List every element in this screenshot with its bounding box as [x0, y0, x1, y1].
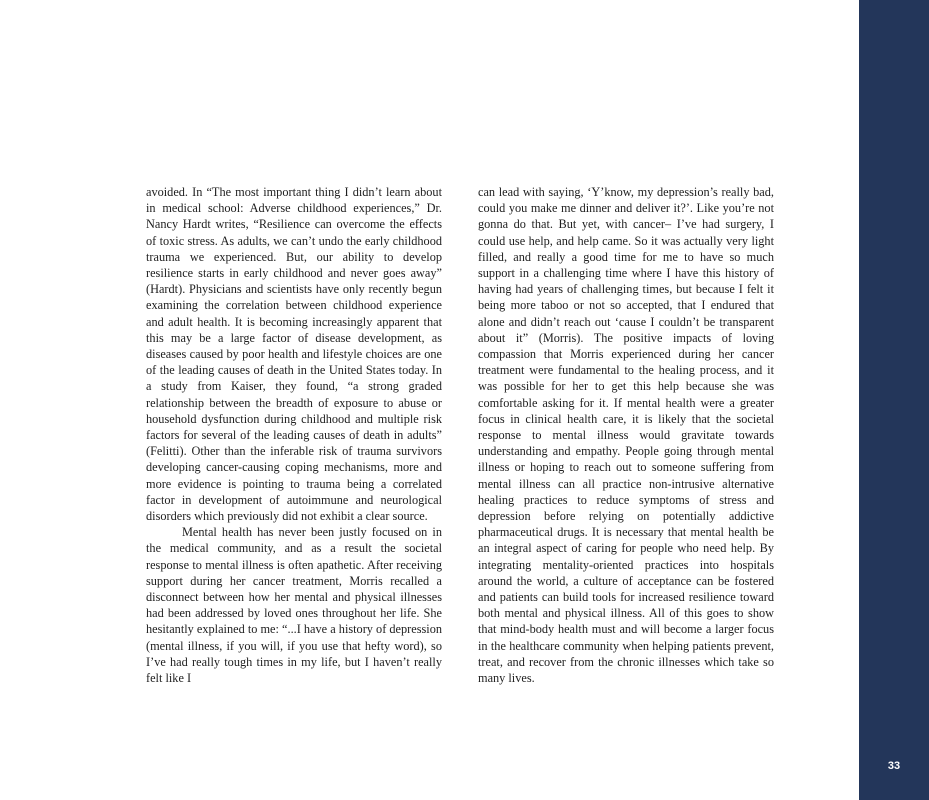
page-sidebar-band — [859, 0, 929, 800]
left-paragraph-1: avoided. In “The most important thing I didn’t learn about in medical school: Adverse childhood experiences,” Dr. Nancy Hardt writes, “Resilience can overcome the effects of toxic stress. As adults, we can’t undo the early childhood trauma we experienced. But, our ability to develop resilience starts in early childhood and never goes away” (Hardt). Physicians and scientists have only recently begun examining the correlation between childhood experience and adult health. It is becoming increasingly apparent that this may be a large factor of disease development, as diseases caused by poor health and lifestyle choices are one of the leading causes of death in the United States today. In a study from Kaiser, they found, “a strong graded relationship between the breadth of exposure to abuse or household dysfunction during childhood and multiple risk factors for several of the leading causes of death in adults” (Felitti). Other than the inferable risk of trauma survivors developing cancer-causing coping mechanisms, more and more evidence is pointing to trauma being a correlated factor in development of autoimmune and neurological disorders which previously did not exhibit a clear source. — [146, 185, 442, 524]
left-text-column — [146, 184, 442, 686]
left-paragraph-2: Mental health has never been justly focused on in the medical community, and as a result the societal response to mental illness is often apathetic. After receiving support during her cancer treatment, Morris recalled a disconnect between how her mental and physical illnesses had been addressed by loved ones throughout her life. She hesitantly explained to me: “...I have a history of depression (mental illness, if you will, if you use that hefty word), so I’ve had really tough times in my life, but I haven’t really felt like I — [146, 525, 442, 686]
page-number: 33 — [887, 760, 901, 772]
right-text-column — [478, 184, 774, 686]
right-paragraph-1: can lead with saying, ‘Y’know, my depression’s really bad, could you make me dinner and deliver it?’. Like you’re not gonna do that. But yet, with cancer– I’ve had surgery, I could use help, and help came. So it was actually very light filled, and really a good time for me to have so much support in a challenging time where I have this history of having had years of challenging times, but because I felt it being more taboo or not so accepted, that I endured that alone and didn’t reach out ‘cause I couldn’t be transparent about it” (Morris). The positive impacts of loving compassion that Morris experienced during her cancer treatment were fundamental to the healing process, and it was possible for her to get this help because she was comfortable asking for it. If mental health were a greater focus in clinical health care, it is likely that the societal response to mental illness would gravitate towards understanding and empathy. People going through mental illness or hoping to reach out to someone suffering from mental illness can all practice non-intrusive alternative healing practices to reduce symptoms of stress and depression before relying on potentially addictive pharmaceutical drugs. It is necessary that mental health be an integral aspect of caring for people who need help. By integrating mentality-oriented practices into hospitals around the world, a culture of acceptance can be fostered and patients can build tools for increased resilience toward both mental and physical illness. All of this goes to show that mind-body health must and will become a larger focus in the healthcare community when helping patients prevent, treat, and recover from the chronic illnesses which take so many lives. — [478, 185, 774, 686]
